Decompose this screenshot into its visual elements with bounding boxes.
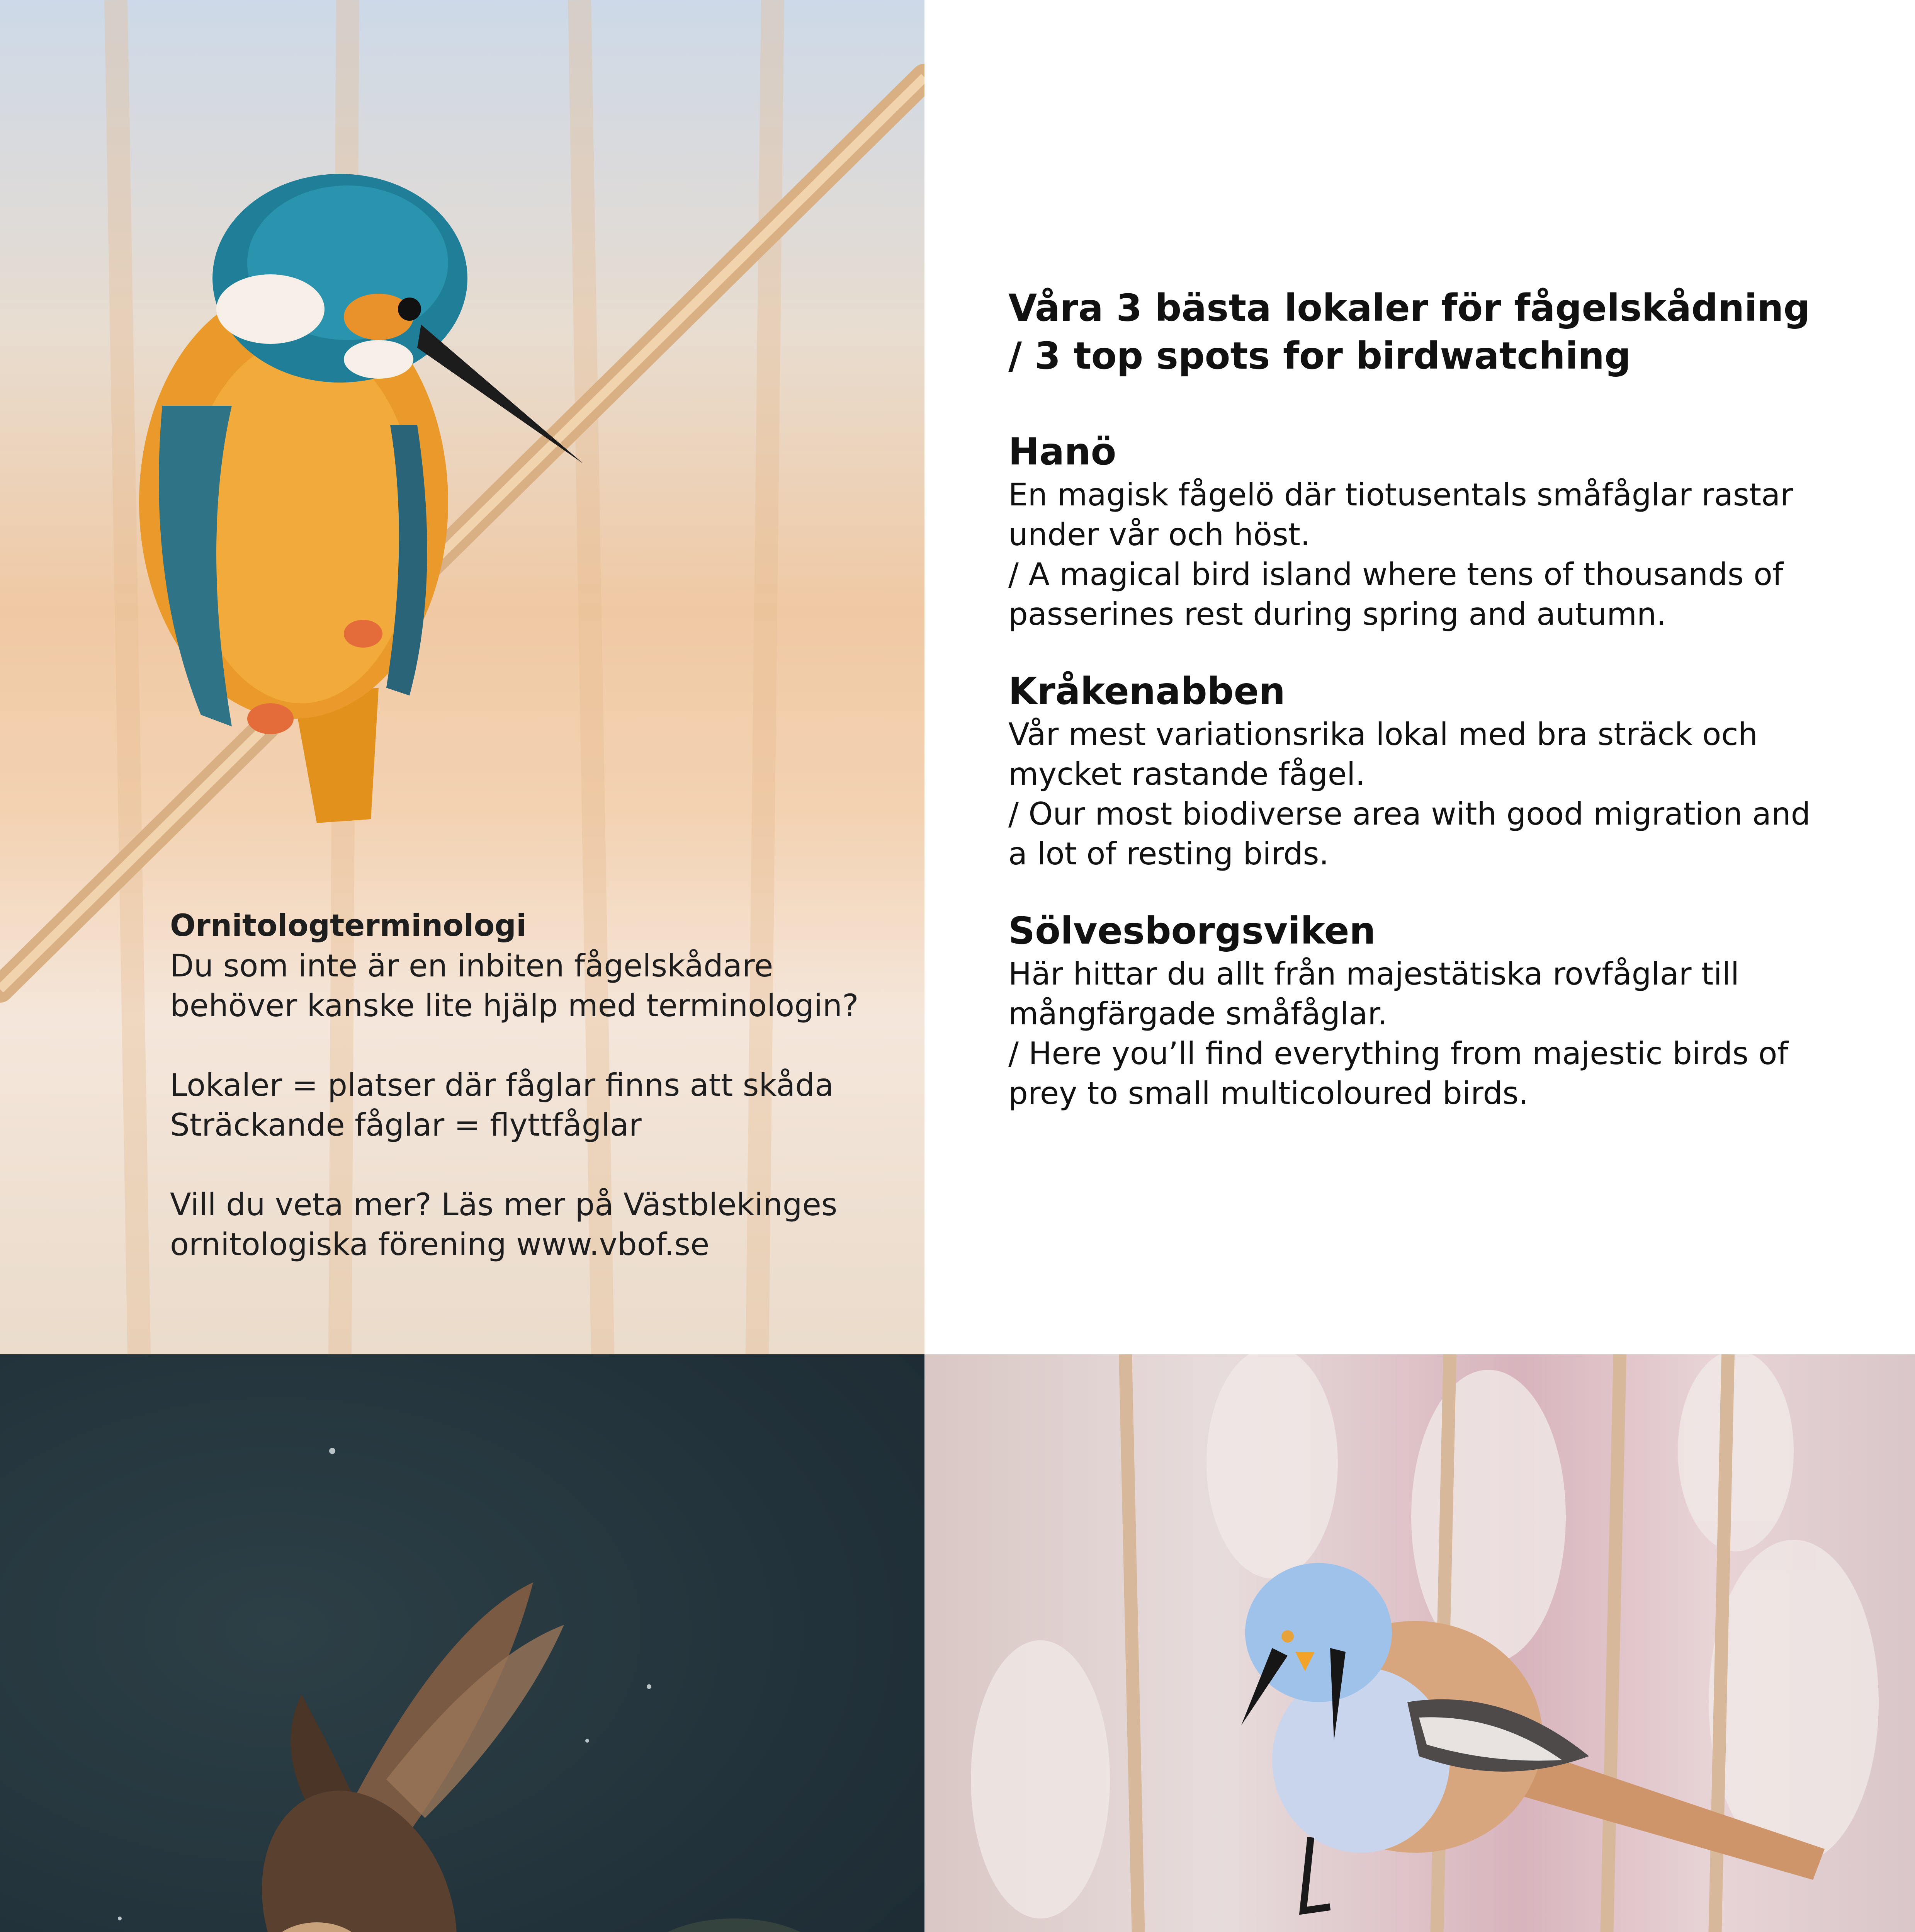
terminology-more-line-1: Vill du veta mer? Läs mer på Västblekinges	[170, 1187, 838, 1223]
terminology-box	[170, 906, 885, 1264]
spacer	[170, 1026, 885, 1065]
marsh-harrier-illustration	[0, 1354, 924, 1932]
spot-description-line: Här hittar du allt från majestätiska rovfåglar till	[1008, 956, 1740, 992]
spot-description-line: / A magical bird island where tens of thousands of	[1008, 556, 1784, 592]
spot-krakenabben	[1008, 670, 1858, 874]
spot-description-line: mycket rastande fågel.	[1008, 756, 1365, 792]
terminology-definition-locales: Lokaler = platser där fåglar finns att skåda	[170, 1067, 834, 1103]
spot-solvesborgsviken	[1008, 909, 1858, 1113]
spot-description-line: En magisk fågelö där tiotusentals småfåglar rastar	[1008, 477, 1793, 513]
terminology-intro-line-1: Du som inte är en inbiten fågelskådare	[170, 948, 773, 984]
spot-name: Sölvesborgsviken	[1008, 909, 1376, 952]
spot-description-line: / Here you’ll find everything from majestic birds of	[1008, 1036, 1788, 1071]
bearded-reedling-photo	[924, 1354, 1915, 1932]
terminology-intro-line-2: behöver kanske lite hjälp med terminologin?	[170, 988, 859, 1024]
spot-description-line: mångfärgade småfåglar.	[1008, 996, 1388, 1032]
spot-description-line: under vår och höst.	[1008, 517, 1310, 553]
terminology-definition-migrating: Sträckande fåglar = flyttfåglar	[170, 1107, 642, 1143]
spot-description-line: a lot of resting birds.	[1008, 836, 1329, 872]
top-spots-section	[1008, 284, 1858, 1149]
spot-description-line: / Our most biodiverse area with good migration and	[1008, 796, 1811, 832]
top-spots-heading-line-2: / 3 top spots for birdwatching	[1008, 334, 1631, 378]
spot-name: Hanö	[1008, 430, 1116, 473]
spot-hano	[1008, 430, 1858, 634]
spot-name: Kråkenabben	[1008, 670, 1285, 713]
terminology-title: Ornitologterminologi	[170, 908, 527, 943]
terminology-more-line-2: ornitologiska förening www.vbof.se	[170, 1226, 710, 1262]
bearded-reedling-illustration	[924, 1354, 1915, 1932]
top-spots-heading	[1008, 284, 1858, 380]
spot-description-line: Vår mest variationsrika lokal med bra sträck och	[1008, 716, 1758, 752]
marsh-harrier-photo	[0, 1354, 924, 1932]
top-spots-heading-line-1: Våra 3 bästa lokaler för fågelskådning	[1008, 286, 1810, 330]
spacer	[170, 1145, 885, 1185]
spot-description-line: prey to small multicoloured birds.	[1008, 1075, 1529, 1111]
spot-description-line: passerines rest during spring and autumn.	[1008, 596, 1667, 632]
